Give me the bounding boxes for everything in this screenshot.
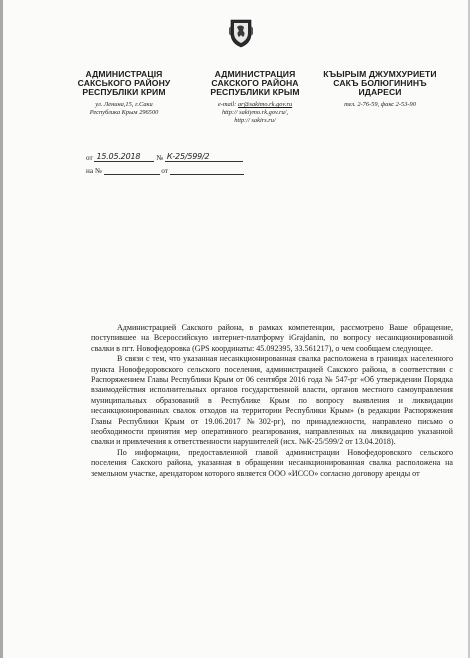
ref-number-label: № <box>156 154 164 162</box>
handwritten-number: К-25/599/2 <box>166 152 210 161</box>
header-right-title-line: САКЪ БОЛЮГИНИНЪ <box>333 78 427 89</box>
body-paragraph: В связи с тем, что указанная несанкционированная свалка расположена в границах населенного пункта Новофедоровского сельского поселения, администрацией Сакского района, в соответствии с Распоряжением Главы Республики Крым от 06 сентября 2016 года № 547-рг «Об утверждении Порядка взаимодействия исполнительных органов государственной власти, органов местного самоуправления муниципальных образований в Республике Крым по вопросу выявления и ликвидации несанкционированных свалок отходов на территории Республики Крым» (в редакции Распоряжения Главы Республики Крым от 19.06.2017 №302-рг), по принадлежности, направлено письмо о необходимости принятия мер оперативного реагирования, направленных на ликвидацию указанной свалки и привлечения к ответственности нарушителей (исх. №К-25/599/2 от 13.04.2018). <box>91 354 453 447</box>
body-paragraph: По информации, предоставленной главой администрации Новофедоровского сельского поселения Сакского района, указанная в обращении несанкционированная свалка расположена на земельном участке, арендатором которого является ООО «ИССО» согласно договору аренды от <box>91 447 453 478</box>
email-label: e-mail: <box>217 101 238 109</box>
website-link[interactable]: http:// sakirs.ru/ <box>234 117 276 125</box>
header-left <box>60 70 188 117</box>
header-left-address: Республика Крым 296500 <box>89 109 159 117</box>
email-link[interactable]: ar@sakimo.rk.gov.ru <box>237 101 293 109</box>
header-center-title-line: АДМИНИСТРАЦИЯ <box>214 69 296 79</box>
crimea-coat-of-arms-icon <box>228 18 254 48</box>
header-right-title-line: ИДАРЕСИ <box>358 87 402 98</box>
ref-incoming-label: на № <box>86 167 102 175</box>
ref-incoming-from-label: от <box>161 167 168 175</box>
header-left-title-line: РЕСПУБЛІКИ КРИМ <box>82 87 166 98</box>
ref-number-field <box>165 153 243 162</box>
header-right <box>312 70 448 109</box>
header-center <box>196 70 314 125</box>
header-center-title-line: САКСКОГО РАЙОНА <box>211 78 299 89</box>
header-right-title-line: КЪЫРЫМ ДЖУМХУРИЕТИ <box>323 69 437 79</box>
ref-from-label: от <box>86 154 93 162</box>
ref-incoming-number-field <box>104 166 160 175</box>
ref-date-field <box>94 153 154 162</box>
letter-body <box>91 323 453 479</box>
header-left-title-line: САКСЬКОГО РАЙОНУ <box>77 78 171 89</box>
handwritten-date: 15.05.2018 <box>96 152 141 161</box>
header-center-title-line: РЕСПУБЛИКИ КРЫМ <box>210 87 300 98</box>
header-center-email-line <box>196 101 314 109</box>
scan-edge <box>0 0 3 658</box>
header-right-phone: тел. 2-76-59, факс 2-53-90 <box>344 101 416 109</box>
ref-incoming-date-field <box>170 166 244 175</box>
body-paragraph: Администрацией Сакского района, в рамках компетенции, рассмотрено Ваше обращение, поступившее на Всероссийскую интернет-платформу iGrajdanin, по вопросу несанкционированной свалки в пгт. Новофедоровка (GPS координаты: 45.092395, 33.561217), о чем сообщаем следующее. <box>91 323 453 353</box>
header-left-title-line: АДМИНИСТРАЦІЯ <box>85 69 163 79</box>
website-link[interactable]: http:// sakiymo.rk.gov.ru/, <box>221 109 289 117</box>
incoming-reference-line <box>86 166 244 175</box>
outgoing-reference-line <box>86 153 243 162</box>
header-left-address: ул. Ленина,15, г.Саки <box>95 101 153 109</box>
